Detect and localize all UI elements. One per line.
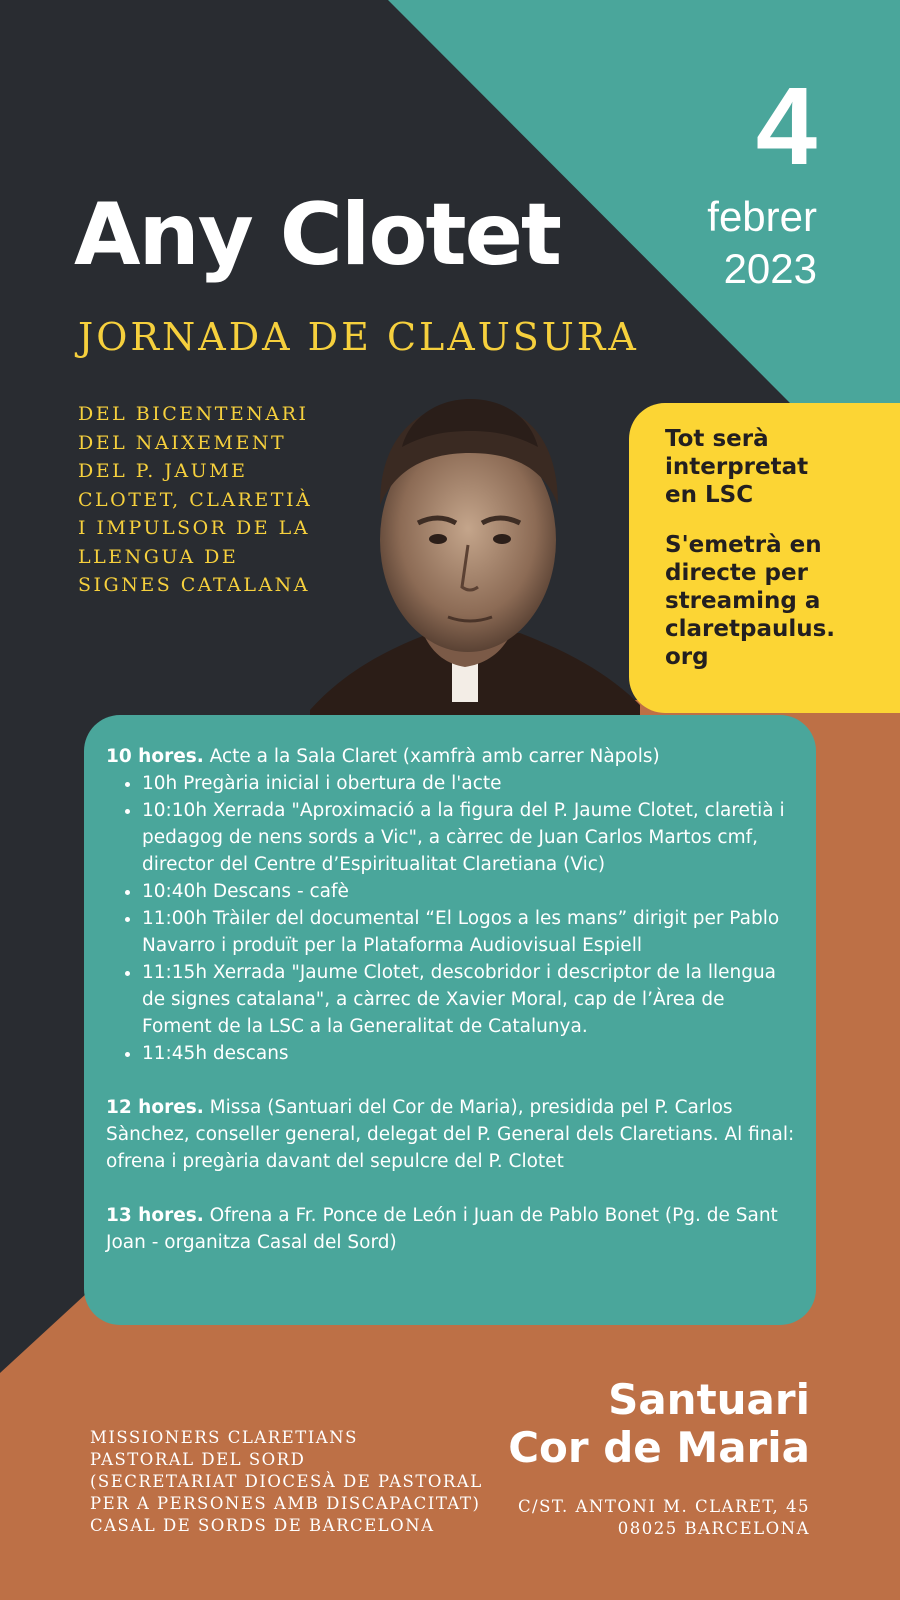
schedule-items [106, 770, 796, 1067]
schedule-text: Ofrena a Fr. Ponce de León i Juan de Pablo Bonet (Pg. de Sant Joan - organitza Casal del Sord) [106, 1205, 778, 1253]
organizers [90, 1427, 483, 1537]
description-line: DEL NAIXEMENT [78, 431, 287, 454]
description-line: DEL P. JAUME [78, 460, 248, 482]
schedule-text: Missa (Santuari del Cor de Maria), presidida pel P. Carlos Sànchez, conseller general, delegat del P. General dels Claretians. Al final: ofrena i pregària davant del sepulcre del P. Clotet [106, 1097, 795, 1172]
venue-line: Santuari [608, 1375, 810, 1424]
left-eye [429, 534, 447, 544]
date-month: febrer [707, 193, 817, 240]
schedule-block-12h [106, 1094, 796, 1175]
event-subtitle: JORNADA DE CLAUSURA [78, 315, 639, 359]
date-year: 2023 [723, 245, 817, 292]
streaming-notice: S'emetrà en directe per streaming a claretpaulus. org [665, 532, 836, 670]
date-day: 4 [755, 65, 817, 188]
venue-address [518, 1496, 810, 1540]
venue-name [508, 1376, 810, 1472]
organizer-line: (SECRETARIAT DIOCESÀ DE PASTORAL [90, 1472, 483, 1491]
description-line: I IMPULSOR DE LA [78, 517, 311, 539]
organizer-line: PER A PERSONES AMB DISCAPACITAT) [90, 1494, 481, 1513]
description-line: SIGNES CATALANA [78, 574, 311, 596]
schedule-item: • 10:40h Descans - cafè [142, 878, 796, 905]
address-line: C/ST. ANTONI M. CLARET, 45 [517, 1497, 810, 1516]
schedule-item: • 10h Pregària inicial i obertura de l'acte [142, 770, 796, 797]
schedule-block-13h [106, 1202, 796, 1256]
organizer-line: MISSIONERS CLARETIANS [90, 1428, 358, 1447]
venue-line: Cor de Maria [508, 1423, 810, 1472]
portrait-photo [310, 395, 640, 715]
schedule-item: • 11:45h descans [142, 1040, 796, 1067]
schedule-time: 12 hores. [106, 1097, 204, 1118]
description-line: DEL BICENTENARI [78, 403, 309, 425]
schedule-time: 10 hores. [106, 746, 204, 767]
description-line: LLENGUA DE [78, 545, 239, 568]
schedule-panel [84, 715, 816, 1325]
schedule-item: • 10:10h Xerrada "Aproximació a la figura del P. Jaume Clotet, claretià i pedagog de nens sords a Vic", a càrrec de Juan Carlos Martos cmf, director del Centre d’Espiritualitat Claretiana (Vic) [142, 797, 796, 878]
schedule-item: • 11:00h Tràiler del documental “El Logos a les mans” dirigit per Pablo Navarro i produït per la Plataforma Audiovisual Espiell [142, 905, 796, 959]
right-eye [493, 534, 511, 544]
lsc-notice: Tot serà interpretat en LSC [665, 426, 809, 508]
description-line: CLOTET, CLARETIÀ [78, 488, 313, 511]
organizer-line: PASTORAL DEL SORD [90, 1450, 306, 1469]
interpretation-notice [629, 403, 900, 713]
schedule-block-10h [106, 743, 796, 770]
schedule-text: Acte a la Sala Claret (xamfrà amb carrer Nàpols) [203, 746, 660, 767]
organizer-line: CASAL DE SORDS DE BARCELONA [90, 1516, 435, 1535]
event-title: Any Clotet [74, 185, 561, 285]
schedule-item: • 11:15h Xerrada "Jaume Clotet, descobridor i descriptor de la llengua de signes catalana", a càrrec de Xavier Moral, cap de l’Àrea de Foment de la LSC a la Generalitat de Catalunya. [142, 959, 796, 1040]
address-line: 08025 BARCELONA [617, 1519, 810, 1538]
schedule-time: 13 hores. [106, 1205, 204, 1226]
